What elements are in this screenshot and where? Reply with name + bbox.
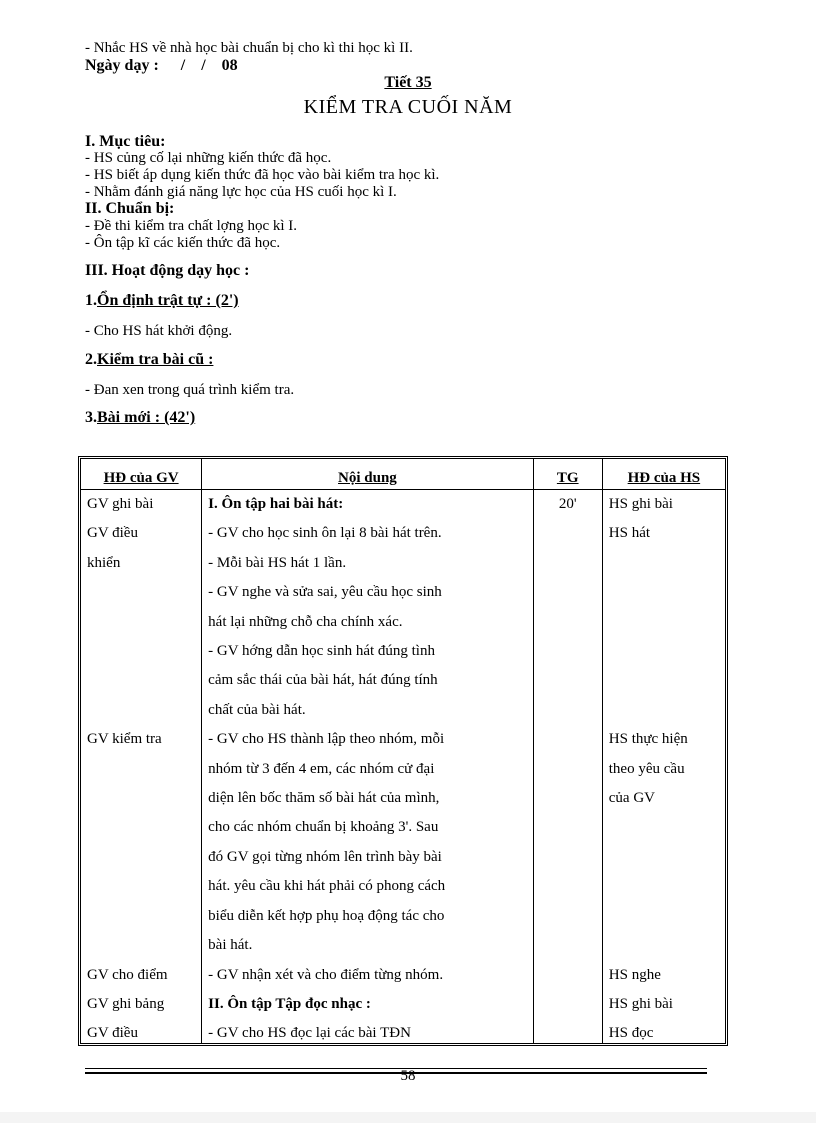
hs-cell: theo yêu cầu xyxy=(602,755,725,784)
hs-cell xyxy=(602,549,725,578)
gv-cell xyxy=(81,578,202,607)
table-row xyxy=(81,549,725,578)
table-header-row xyxy=(81,459,725,490)
content-cell: - GV cho HS thành lập theo nhóm, mỗi xyxy=(202,725,534,754)
content-cell: - GV cho học sinh ôn lại 8 bài hát trên. xyxy=(202,519,534,548)
top-note: - Nhắc HS về nhà học bài chuẩn bị cho kì thi học kì II. xyxy=(85,40,413,56)
gv-cell xyxy=(81,784,202,813)
gv-cell xyxy=(81,755,202,784)
gv-cell xyxy=(81,813,202,842)
gv-cell: GV kiểm tra xyxy=(87,731,162,748)
gv-cell: GV ghi bảng xyxy=(87,995,165,1012)
gv-cell: GV điều xyxy=(87,525,138,542)
step2-text: - Đan xen trong quá trình kiểm tra. xyxy=(85,382,295,398)
content-cell: - GV nhận xét và cho điểm từng nhóm. xyxy=(202,961,534,990)
tg-cell xyxy=(533,725,602,754)
hs-cell xyxy=(602,931,725,960)
step3-heading xyxy=(85,410,195,426)
activities-heading: III. Hoạt động dạy học : xyxy=(85,262,250,279)
date-value: / / 08 xyxy=(180,57,238,74)
tg-cell xyxy=(533,755,602,784)
tg-cell xyxy=(533,666,602,695)
tg-cell xyxy=(533,608,602,637)
hs-cell xyxy=(602,696,725,725)
gv-cell xyxy=(81,666,202,695)
tg-cell xyxy=(533,961,602,990)
table-row xyxy=(81,637,725,666)
hs-cell xyxy=(602,902,725,931)
content-cell: - GV hớng dẫn học sinh hát đúng tình xyxy=(202,637,534,666)
table-row xyxy=(81,725,725,754)
gv-cell xyxy=(81,843,202,872)
content-cell: - GV cho HS đọc lại các bài TĐN xyxy=(202,1019,534,1046)
table-row xyxy=(81,961,725,990)
content-cell: hát lại những chỗ cha chính xác. xyxy=(202,608,534,637)
tg-cell xyxy=(533,931,602,960)
step2-heading xyxy=(85,352,213,368)
table-row xyxy=(81,666,725,695)
hs-cell: của GV xyxy=(602,784,725,813)
table-row xyxy=(81,931,725,960)
content-cell: - GV nghe và sửa sai, yêu cầu học sinh xyxy=(202,578,534,607)
gv-cell xyxy=(81,608,202,637)
tg-cell xyxy=(533,1019,602,1046)
step3-label: Bài mới : (42') xyxy=(97,409,196,426)
tg-cell xyxy=(533,843,602,872)
table-row xyxy=(81,1019,725,1046)
objectives-heading: I. Mục tiêu: xyxy=(85,133,166,150)
hs-cell xyxy=(602,666,725,695)
preparation-item: - Đề thi kiểm tra chất lợng học kì I. xyxy=(85,218,298,234)
content-cell: I. Ôn tập hai bài hát: xyxy=(202,490,534,520)
step1-text: - Cho HS hát khởi động. xyxy=(85,323,233,339)
hs-cell xyxy=(602,813,725,842)
content-cell: nhóm từ 3 đến 4 em, các nhóm cử đại xyxy=(202,755,534,784)
hs-cell: HS nghe xyxy=(602,961,725,990)
gv-cell xyxy=(81,931,202,960)
tg-cell: 20' xyxy=(533,490,602,520)
step3-number: 3. xyxy=(85,409,97,426)
table-row xyxy=(81,490,725,520)
objective-item: - HS củng cố lại những kiến thức đã học. xyxy=(85,150,332,166)
gv-cell: GV cho điểm xyxy=(87,966,168,983)
tg-cell xyxy=(533,578,602,607)
hs-cell: HS ghi bài xyxy=(602,490,725,520)
date-label: Ngày dạy : xyxy=(85,57,159,74)
table-row xyxy=(81,608,725,637)
header-hs: HĐ của HS xyxy=(602,459,725,490)
content-cell: đó GV gọi từng nhóm lên trình bày bài xyxy=(202,843,534,872)
tg-cell xyxy=(533,784,602,813)
hs-cell xyxy=(602,872,725,901)
table-row xyxy=(81,843,725,872)
hs-cell xyxy=(602,608,725,637)
table-row xyxy=(81,902,725,931)
table-row xyxy=(81,813,725,842)
tg-cell xyxy=(533,549,602,578)
lesson-title: Tiết 35 xyxy=(384,74,432,91)
table-row xyxy=(81,519,725,548)
lesson-subtitle: KIỂM TRA CUỐI NĂM xyxy=(303,96,513,118)
hs-cell xyxy=(602,578,725,607)
content-cell: biểu diễn kết hợp phụ hoạ động tác cho xyxy=(202,902,534,931)
header-content: Nội dung xyxy=(202,459,534,490)
tg-cell xyxy=(533,902,602,931)
step1-number: 1. xyxy=(85,292,97,309)
header-tg: TG xyxy=(533,459,602,490)
tg-cell xyxy=(533,637,602,666)
objective-item: - HS biết áp dụng kiến thức đã học vào bài kiểm tra học kì. xyxy=(85,167,440,183)
date-line xyxy=(85,58,238,74)
content-cell: chất của bài hát. xyxy=(202,696,534,725)
hs-cell: HS ghi bài xyxy=(602,990,725,1019)
step2-label: Kiểm tra bài cũ : xyxy=(97,351,214,368)
gv-cell: GV điều xyxy=(87,1025,138,1042)
hs-cell: HS hát xyxy=(602,519,725,548)
gv-cell: khiển xyxy=(87,554,121,571)
objective-item: - Nhằm đánh giá năng lực học của HS cuối học kì I. xyxy=(85,184,397,200)
table-row xyxy=(81,755,725,784)
tg-cell xyxy=(533,813,602,842)
hs-cell xyxy=(602,637,725,666)
gv-cell: GV ghi bài xyxy=(87,496,154,512)
preparation-heading: II. Chuẩn bị: xyxy=(85,200,175,217)
preparation-item: - Ôn tập kĩ các kiến thức đã học. xyxy=(85,235,281,251)
content-cell: II. Ôn tập Tập đọc nhạc : xyxy=(202,990,534,1019)
header-gv: HĐ của GV xyxy=(81,459,202,490)
tg-cell xyxy=(533,990,602,1019)
page-number: 58 xyxy=(400,1068,416,1084)
content-cell: cảm sắc thái của bài hát, hát đúng tính xyxy=(202,666,534,695)
hs-cell: HS đọc xyxy=(602,1019,725,1046)
tg-cell xyxy=(533,696,602,725)
page-bottom-edge xyxy=(0,1112,816,1123)
gv-cell xyxy=(81,872,202,901)
step2-number: 2. xyxy=(85,351,97,368)
table-row xyxy=(81,872,725,901)
tg-cell xyxy=(533,519,602,548)
gv-cell xyxy=(81,637,202,666)
table-row xyxy=(81,784,725,813)
step1-heading xyxy=(85,293,239,309)
hs-cell: HS thực hiện xyxy=(602,725,725,754)
step1-label: Ổn định trật tự : (2') xyxy=(97,292,239,309)
gv-cell xyxy=(81,696,202,725)
content-cell: diện lên bốc thăm số bài hát của mình, xyxy=(202,784,534,813)
hs-cell xyxy=(602,843,725,872)
table-row xyxy=(81,990,725,1019)
content-cell: cho các nhóm chuẩn bị khoảng 3'. Sau xyxy=(202,813,534,842)
tg-cell xyxy=(533,872,602,901)
content-cell: hát. yêu cầu khi hát phải có phong cách xyxy=(202,872,534,901)
table-row xyxy=(81,578,725,607)
lesson-table xyxy=(78,456,728,1046)
content-cell: - Mỗi bài HS hát 1 lần. xyxy=(202,549,534,578)
content-cell: bài hát. xyxy=(202,931,534,960)
table-row xyxy=(81,696,725,725)
gv-cell xyxy=(81,902,202,931)
